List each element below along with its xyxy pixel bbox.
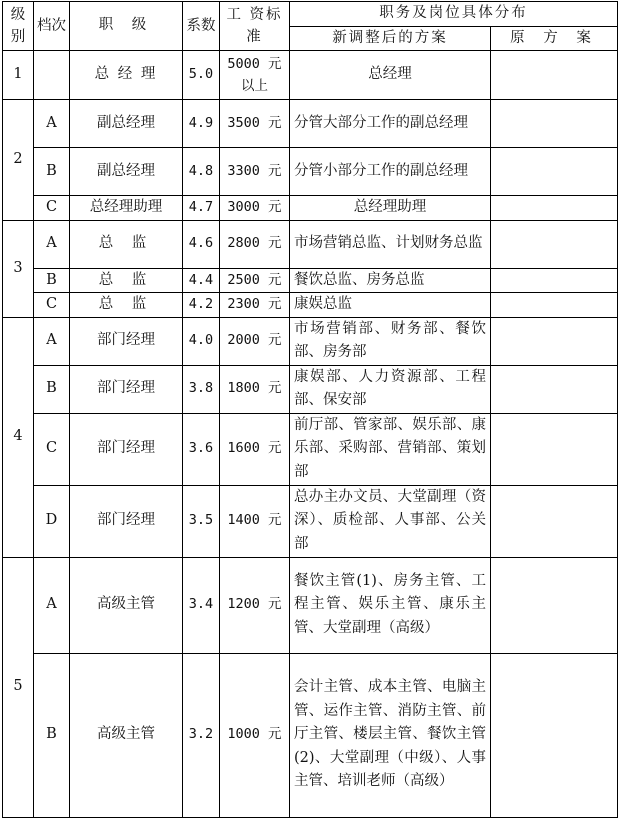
old-plan-cell — [491, 220, 618, 268]
duty-cell: 餐饮主管(1)、房务主管、工程主管、娱乐主管、康乐主管、大堂副理（高级） — [290, 557, 491, 653]
header-level: 级别 — [3, 2, 34, 51]
table-row — [3, 148, 618, 196]
level-cell: 1 — [3, 51, 34, 100]
table-row — [3, 51, 618, 100]
salary-cell: 1800 元 — [220, 365, 290, 413]
salary-grade-table — [2, 1, 618, 818]
header-position: 职 级 — [70, 2, 183, 51]
old-plan-cell — [491, 293, 618, 318]
grade-cell: B — [34, 365, 70, 413]
table-row — [3, 557, 618, 653]
header-distribution: 职务及岗位具体分布 — [290, 2, 618, 27]
coef-cell: 4.6 — [183, 220, 220, 268]
grade-cell: B — [34, 268, 70, 293]
duty-cell: 分管大部分工作的副总经理 — [290, 100, 491, 148]
level-cell: 3 — [3, 220, 34, 317]
header-coef: 系数 — [183, 2, 220, 51]
table-row — [3, 293, 618, 318]
duty-cell: 市场营销总监、计划财务总监 — [290, 220, 491, 268]
header-new-plan: 新调整后的方案 — [290, 26, 491, 51]
old-plan-cell — [491, 365, 618, 413]
old-plan-cell — [491, 485, 618, 557]
coef-cell: 4.0 — [183, 317, 220, 365]
grade-cell: C — [34, 293, 70, 318]
coef-cell: 3.5 — [183, 485, 220, 557]
old-plan-cell — [491, 100, 618, 148]
salary-cell: 1600 元 — [220, 413, 290, 485]
table-row — [3, 317, 618, 365]
coef-cell: 5.0 — [183, 51, 220, 100]
grade-cell: A — [34, 557, 70, 653]
old-plan-cell — [491, 557, 618, 653]
position-cell: 总 监 — [70, 268, 183, 293]
grade-cell: A — [34, 317, 70, 365]
salary-cell: 2300 元 — [220, 293, 290, 318]
coef-cell: 4.2 — [183, 293, 220, 318]
table-row — [3, 268, 618, 293]
duty-cell: 总经理 — [290, 51, 491, 100]
header-salary: 工 资标 准 — [220, 2, 290, 51]
salary-cell: 1200 元 — [220, 557, 290, 653]
grade-cell: B — [34, 653, 70, 817]
salary-cell: 1000 元 — [220, 653, 290, 817]
coef-cell: 3.4 — [183, 557, 220, 653]
position-cell: 副总经理 — [70, 148, 183, 196]
old-plan-cell — [491, 317, 618, 365]
grade-cell: C — [34, 196, 70, 221]
grade-cell: D — [34, 485, 70, 557]
position-cell: 部门经理 — [70, 413, 183, 485]
position-cell: 总经理助理 — [70, 196, 183, 221]
table-row — [3, 653, 618, 817]
salary-cell: 5000 元以上 — [220, 51, 290, 100]
table-row — [3, 100, 618, 148]
position-cell: 高级主管 — [70, 557, 183, 653]
duty-cell: 会计主管、成本主管、电脑主管、运作主管、消防主管、前厅主管、楼层主管、餐饮主管(2)、大堂副理（中级）、人事主管、培训老师（高级） — [290, 653, 491, 817]
header-old-plan: 原 方 案 — [491, 26, 618, 51]
duty-cell: 市场营销部、财务部、餐饮部、房务部 — [290, 317, 491, 365]
position-cell: 部门经理 — [70, 485, 183, 557]
grade-cell — [34, 51, 70, 100]
position-cell: 部门经理 — [70, 317, 183, 365]
grade-cell: A — [34, 100, 70, 148]
grade-cell: C — [34, 413, 70, 485]
table-row — [3, 196, 618, 221]
salary-cell: 1400 元 — [220, 485, 290, 557]
coef-cell: 3.2 — [183, 653, 220, 817]
table-row — [3, 413, 618, 485]
position-cell: 总 经 理 — [70, 51, 183, 100]
duty-cell: 康娱总监 — [290, 293, 491, 318]
coef-cell: 4.8 — [183, 148, 220, 196]
old-plan-cell — [491, 413, 618, 485]
position-cell: 副总经理 — [70, 100, 183, 148]
salary-cell: 2500 元 — [220, 268, 290, 293]
coef-cell: 4.7 — [183, 196, 220, 221]
old-plan-cell — [491, 51, 618, 100]
level-cell: 2 — [3, 100, 34, 221]
coef-cell: 4.9 — [183, 100, 220, 148]
salary-cell: 3000 元 — [220, 196, 290, 221]
position-cell: 总 监 — [70, 293, 183, 318]
position-cell: 部门经理 — [70, 365, 183, 413]
duty-cell: 康娱部、人力资源部、工程部、保安部 — [290, 365, 491, 413]
grade-cell: B — [34, 148, 70, 196]
duty-cell: 总办主办文员、大堂副理（资深）、质检部、人事部、公关部 — [290, 485, 491, 557]
level-cell: 5 — [3, 557, 34, 817]
level-cell: 4 — [3, 317, 34, 557]
table-row — [3, 365, 618, 413]
header-grade: 档次 — [34, 2, 70, 51]
old-plan-cell — [491, 148, 618, 196]
position-cell: 总 监 — [70, 220, 183, 268]
old-plan-cell — [491, 653, 618, 817]
old-plan-cell — [491, 268, 618, 293]
duty-cell: 餐饮总监、房务总监 — [290, 268, 491, 293]
salary-cell: 3500 元 — [220, 100, 290, 148]
coef-cell: 4.4 — [183, 268, 220, 293]
table-row — [3, 220, 618, 268]
salary-cell: 3300 元 — [220, 148, 290, 196]
table-row — [3, 485, 618, 557]
old-plan-cell — [491, 196, 618, 221]
coef-cell: 3.6 — [183, 413, 220, 485]
duty-cell: 总经理助理 — [290, 196, 491, 221]
salary-cell: 2000 元 — [220, 317, 290, 365]
grade-cell: A — [34, 220, 70, 268]
coef-cell: 3.8 — [183, 365, 220, 413]
salary-cell: 2800 元 — [220, 220, 290, 268]
position-cell: 高级主管 — [70, 653, 183, 817]
duty-cell: 分管小部分工作的副总经理 — [290, 148, 491, 196]
duty-cell: 前厅部、管家部、娱乐部、康乐部、采购部、营销部、策划部 — [290, 413, 491, 485]
